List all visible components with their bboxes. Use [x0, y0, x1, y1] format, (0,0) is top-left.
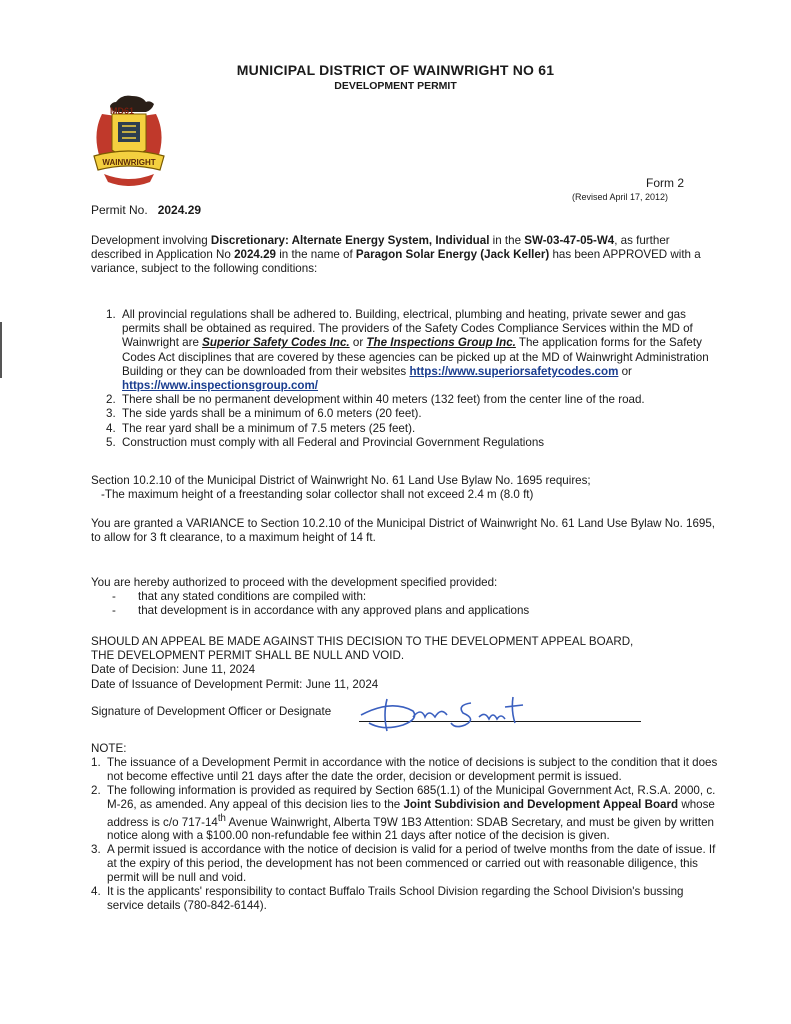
permit-number-label: Permit No.: [91, 203, 148, 217]
list-dash: -: [112, 590, 116, 603]
intro-text: in the name of: [276, 248, 356, 262]
appeal-warning: SHOULD AN APPEAL BE MADE AGAINST THIS DECISION TO THE DEVELOPMENT APPEAL BOARD,: [91, 635, 634, 648]
provider-inspections-group: The Inspections Group Inc.: [366, 336, 516, 350]
issuance-date: Date of Issuance of Development Permit: June 11, 2024: [91, 677, 379, 691]
decision-date: Date of Decision: June 11, 2024: [91, 663, 256, 677]
note-text: The issuance of a Development Permit in accordance with the notice of decisions is subject to the condition that it does not become effective until 21 days after the date the order, decision or development permit is issued.: [107, 756, 718, 783]
appeal-board-name: Joint Subdivision and Development Appeal Board: [403, 797, 679, 811]
note-number: 2.: [91, 783, 101, 797]
note-text: Avenue Wainwright, Alberta T9W 1B3 Attention: SDAB Secretary, and must be given by written notice along with a $100.00 non-refundable fee within 21 days after notice of the decision is given.: [107, 815, 714, 843]
note-item: [91, 843, 721, 885]
intro-text: Development involving: [91, 234, 211, 247]
form-revision: (Revised April 17, 2012): [572, 192, 669, 202]
superior-safety-codes-link[interactable]: https://www.superiorsafetycodes.com: [409, 364, 619, 378]
authorization-item: [112, 590, 529, 604]
signature-label: Signature of Development Officer or Designate: [91, 705, 332, 718]
authorization-item-text: that development is in accordance with any approved plans and applications: [138, 604, 530, 618]
inspections-group-link[interactable]: https://www.inspectionsgroup.com/: [122, 379, 319, 393]
legal-land-location: SW-03-47-05-W4: [524, 234, 615, 247]
condition-number: 1.: [106, 308, 116, 321]
condition-number: 5.: [106, 435, 116, 449]
binder-mark: [0, 322, 2, 378]
document-subtitle: DEVELOPMENT PERMIT: [334, 80, 457, 92]
note-number: 3.: [91, 843, 101, 857]
provider-superior-safety-codes: Superior Safety Codes Inc.: [202, 336, 350, 350]
intro-text: has been APPROVED with a variance, subject to the following conditions:: [91, 248, 701, 276]
intro-text: in the: [489, 234, 525, 247]
crest-banner-text: WAINWRIGHT: [102, 158, 156, 167]
note-item: [91, 756, 721, 784]
condition-text: All provincial regulations shall be adhered to. Building, electrical, plumbing and heating, private sewer and gas permits shall be obtained as required. The providers of the Safety Codes Compliance Services within the MD of Wainwright are: [122, 308, 693, 350]
note-text: The following information is provided as required by Section 685(1.1) of the Municipal Government Act, R.S.A. 2000, c. M-26, as amended. Any appeal of this decision lies to the: [107, 783, 716, 811]
condition-text: The application forms for the Safety Codes Act disciplines that are covered by these agencies can be picked up at the MD of Wainwright Administration Building or they can be downloaded from their websites: [122, 336, 709, 378]
note-text: A permit issued is accordance with the notice of decision is valid for a period of twelve months from the date of issue. If at the expiry of this period, the development has not been commenced or carried out with reasonable diligence, this permit will be null and void.: [107, 843, 716, 885]
condition-item: [106, 422, 721, 436]
intro-text: , as further described in Application No: [91, 234, 670, 262]
condition-item: [106, 436, 721, 450]
condition-number: 3.: [106, 407, 116, 421]
municipal-crest-bison-icon: [88, 92, 170, 190]
permit-number-value: 2024.29: [157, 203, 202, 217]
note-item: [91, 885, 721, 913]
authorization-text: You are hereby authorized to proceed with the development specified provided:: [91, 576, 498, 589]
condition-text: The side yards shall be a minimum of 6.0 meters (20 feet).: [122, 407, 422, 421]
application-number: 2024.29: [234, 248, 276, 262]
condition-item: [106, 308, 721, 393]
appeal-block: [91, 635, 721, 692]
condition-item: [106, 407, 721, 421]
appeal-warning: THE DEVELOPMENT PERMIT SHALL BE NULL AND VOID.: [91, 649, 405, 663]
list-dash: -: [112, 604, 116, 618]
bylaw-requirement: -The maximum height of a freestanding solar collector shall not exceed 2.4 m (8.0 ft): [101, 488, 534, 502]
condition-number: 2.: [106, 393, 116, 407]
condition-text: or: [618, 364, 632, 378]
notes-heading: NOTE:: [91, 742, 127, 755]
note-number: 4.: [91, 885, 101, 899]
condition-number: 4.: [106, 421, 116, 435]
condition-text: There shall be no permanent development within 40 meters (132 feet) from the center line of the road.: [122, 393, 645, 407]
development-type: Discretionary: Alternate Energy System, Individual: [210, 234, 490, 247]
ordinal-suffix: th: [217, 812, 226, 824]
condition-text: The rear yard shall be a minimum of 7.5 meters (25 feet).: [122, 421, 416, 435]
signature-row: [91, 705, 651, 729]
note-text: It is the applicants' responsibility to contact Buffalo Trails School Division regarding the School Division's bussing service details (780-842-6144).: [107, 885, 684, 912]
intro-paragraph: [91, 234, 721, 277]
bylaw-section: [91, 474, 721, 502]
condition-text: Construction must comply with all Federal and Provincial Government Regulations: [122, 435, 545, 449]
applicant-name: Paragon Solar Energy (Jack Keller): [355, 248, 550, 262]
authorization-item: [112, 604, 529, 618]
note-item: [91, 784, 721, 843]
authorization-list: [112, 590, 529, 618]
note-number: 1.: [91, 756, 101, 769]
variance-paragraph: You are granted a VARIANCE to Section 10.2.10 of the Municipal District of Wainwright No. 61 Land Use Bylaw No. 1695, to allow for 3 ft clearance, to a maximum height of 14 ft.: [91, 517, 716, 545]
conditions-list: [106, 308, 721, 450]
condition-item: [106, 393, 721, 407]
authorization-item-text: that any stated conditions are compiled with:: [138, 590, 367, 603]
document-title: MUNICIPAL DISTRICT OF WAINWRIGHT NO 61: [236, 62, 555, 78]
form-number: Form 2: [646, 176, 685, 190]
notes-list: [91, 756, 721, 913]
permit-number: [91, 203, 201, 217]
handwritten-signature: [353, 691, 553, 733]
condition-text: or: [349, 336, 367, 350]
note-text: whose address is c/o 717-14: [107, 797, 715, 829]
crest-top-text: MD61: [110, 106, 135, 116]
bylaw-section-text: Section 10.2.10 of the Municipal District of Wainwright No. 61 Land Use Bylaw No. 1695 requires;: [91, 474, 591, 487]
